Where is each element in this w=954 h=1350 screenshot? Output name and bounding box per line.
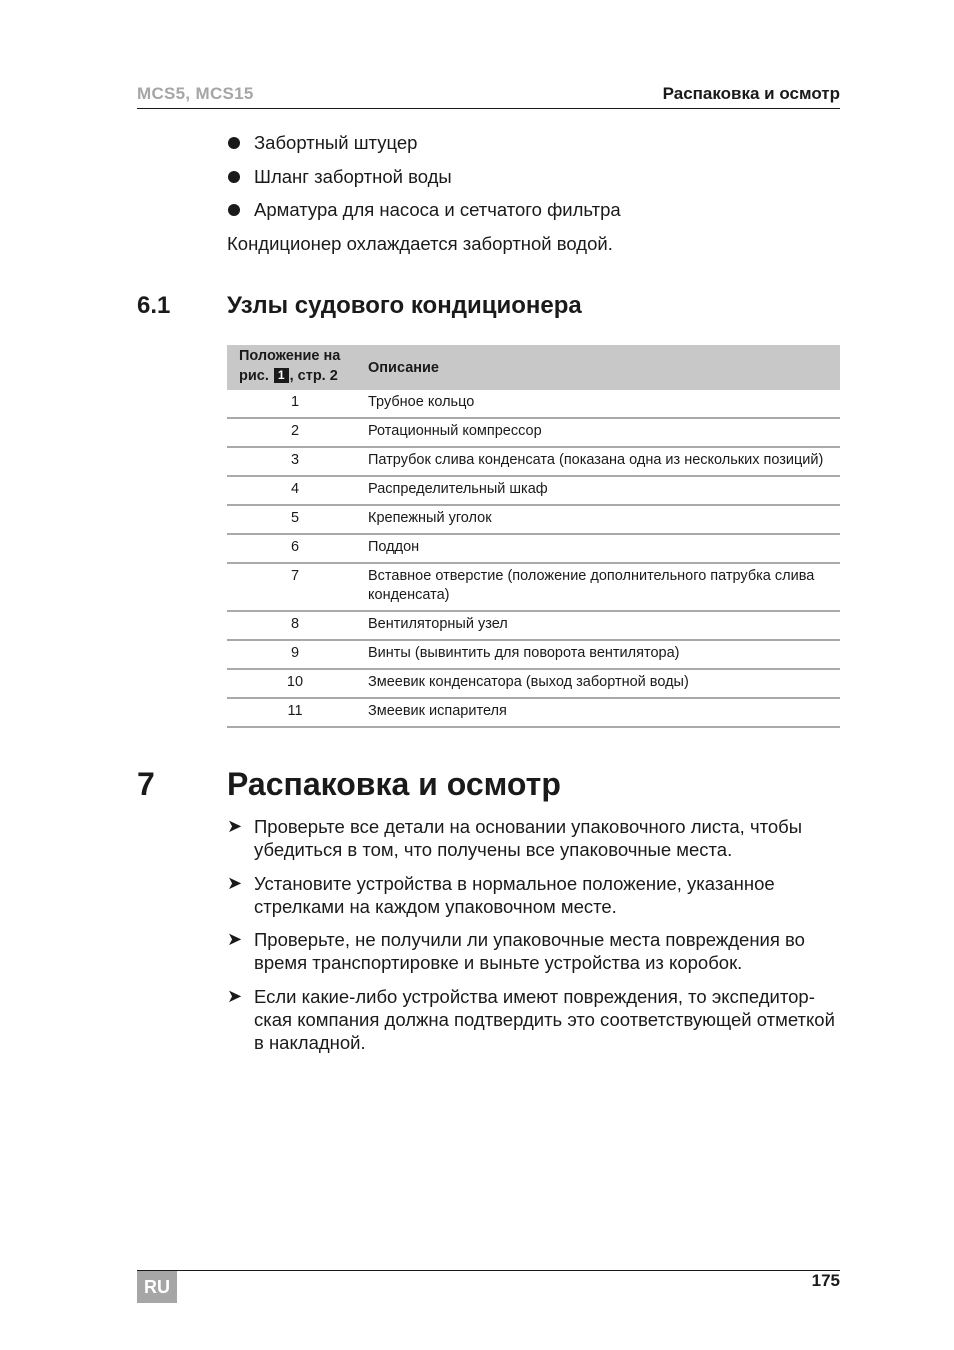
arrow-right-icon: ➤ — [227, 816, 243, 836]
cell-description: Патрубок слива конденсата (показана одна из нескольких позиций) — [368, 452, 824, 468]
arrow-right-icon: ➤ — [227, 985, 243, 1006]
cell-description: Распределительный шкаф — [368, 481, 548, 497]
table-row — [227, 564, 840, 612]
header-section-title: Распаковка и осмотр — [662, 84, 840, 103]
components-table — [227, 345, 840, 728]
section-title: Узлы судового кондиционера — [227, 292, 582, 319]
header-model: MCS5, MCS15 — [137, 84, 254, 103]
table-row — [227, 535, 840, 564]
column-header-position — [227, 345, 360, 390]
bullet-dot-icon — [228, 171, 240, 183]
page-ref: , стр. 2 — [289, 367, 338, 384]
table-row — [227, 641, 840, 670]
list-item — [227, 872, 840, 918]
chapter-title: Распаковка и осмотр — [227, 766, 561, 802]
cell-description: Винты (вывинтить для поворота вентилятора) — [368, 645, 680, 661]
instruction-list — [227, 815, 840, 1064]
table-header — [227, 345, 840, 390]
list-item — [227, 815, 840, 861]
cell-position: 10 — [286, 674, 304, 690]
table-row — [227, 699, 840, 728]
cell-description: Вставное отверстие (положение дополнительного патрубка слива конденсата) — [368, 568, 815, 603]
list-item — [227, 165, 840, 188]
cell-position: 1 — [290, 394, 300, 410]
list-item-text: Шланг забортной воды — [254, 165, 452, 187]
column-header-position-line2 — [239, 367, 360, 387]
list-item-text: Установите устройства в нормальное положение, указанное стрелками на каждом упаковочном месте. — [254, 872, 775, 917]
section-number: 6.1 — [137, 292, 171, 319]
intro-bullet-list — [227, 131, 840, 232]
list-item-text: Проверьте все детали на основании упаковочного листа, чтобы убедиться в том, что получены все упаковочные места. — [254, 816, 803, 860]
figure-label: рис. — [239, 367, 269, 384]
header-divider — [137, 108, 840, 109]
cell-position: 6 — [290, 539, 300, 555]
arrow-right-icon: ➤ — [227, 929, 243, 949]
footer-divider — [137, 1270, 840, 1271]
column-header-description: Описание — [368, 359, 439, 376]
list-item — [227, 131, 840, 154]
cell-description: Змеевик конденсатора (выход забортной воды) — [368, 674, 689, 690]
table-row — [227, 670, 840, 699]
list-item-text: Забортный штуцер — [254, 132, 418, 153]
table-row — [227, 612, 840, 641]
chapter-number: 7 — [137, 766, 155, 802]
list-item-text: Арматура для насоса и сетчатого фильтра — [254, 199, 621, 220]
cell-position: 11 — [287, 703, 303, 719]
intro-paragraph: Кондиционер охлаждается забортной водой. — [227, 233, 613, 254]
cell-position: 4 — [290, 481, 300, 497]
cell-description: Поддон — [368, 539, 420, 555]
column-header-position-line1: Положение на — [239, 348, 341, 364]
cell-description: Трубное кольцо — [368, 394, 475, 410]
cell-description: Змеевик испарителя — [368, 703, 507, 719]
list-item-text: Если какие-либо устройства имеют повреждения, то экспедиторская компания должна подтвердить это соответствующей отметкой в накладной. — [254, 985, 835, 1053]
cell-position: 5 — [290, 510, 300, 526]
page-number: 175 — [811, 1271, 840, 1290]
cell-position: 3 — [290, 452, 300, 468]
table-row — [227, 506, 840, 535]
bullet-dot-icon — [228, 137, 240, 149]
list-item — [227, 985, 840, 1054]
bullet-dot-icon — [228, 204, 240, 216]
cell-position: 8 — [290, 616, 300, 632]
list-item-text: Проверьте, не получили ли упаковочные места повреждения во время транспортировке и выньте устройства из коробок. — [254, 929, 805, 973]
cell-position: 7 — [290, 568, 300, 584]
cell-description: Вентиляторный узел — [368, 616, 508, 632]
cell-description: Крепежный уголок — [368, 510, 492, 526]
table-row — [227, 448, 840, 477]
table-row — [227, 390, 840, 419]
cell-position: 2 — [290, 423, 300, 439]
list-item — [227, 198, 840, 221]
table-row — [227, 477, 840, 506]
cell-position: 9 — [290, 645, 300, 661]
language-badge: RU — [137, 1271, 177, 1303]
arrow-right-icon: ➤ — [227, 872, 243, 893]
cell-description: Ротационный компрессор — [368, 423, 542, 439]
list-item — [227, 928, 840, 974]
figure-ref-badge: 1 — [274, 368, 289, 383]
table-row — [227, 419, 840, 448]
